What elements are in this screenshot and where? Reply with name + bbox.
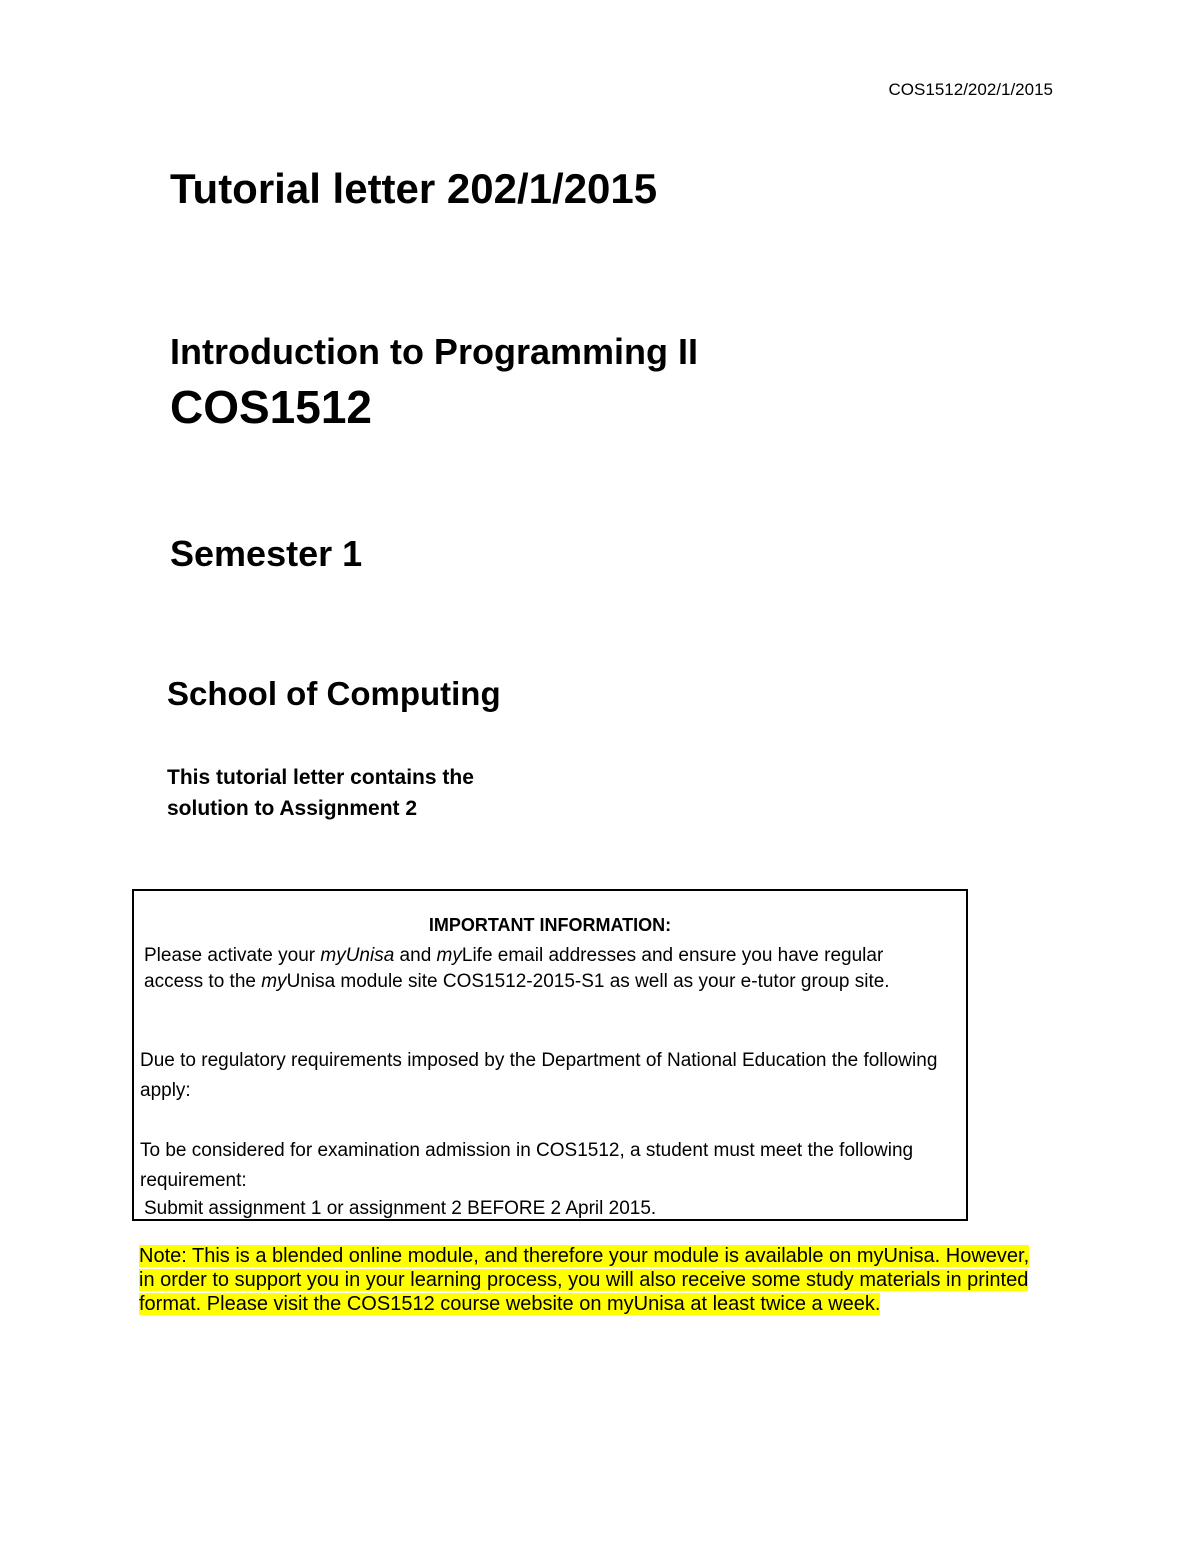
contents-line-1: This tutorial letter contains the [167,766,474,789]
p1-my-italic: my [436,945,462,966]
blended-module-note [139,1244,1039,1316]
activate-email-paragraph [144,943,944,995]
important-information-heading: IMPORTANT INFORMATION: [428,915,672,935]
semester-label: Semester 1 [170,533,363,574]
course-code: COS1512 [170,381,373,433]
submission-requirement: Submit assignment 1 or assignment 2 BEFORE 2 April 2015. [144,1198,657,1219]
document-code: COS1512/202/1/2015 [888,80,1053,99]
important-information-box [132,889,968,1221]
contents-description [167,762,474,824]
p1-text-b: and [394,945,437,966]
contents-line-2: solution to Assignment 2 [167,797,418,820]
tutorial-letter-title: Tutorial letter 202/1/2015 [170,165,658,212]
school-name: School of Computing [167,675,501,712]
p1-text-d: Unisa module site COS1512-2015-S1 as well as your e-tutor group site. [286,971,890,992]
p1-text-a: Please activate your [144,945,321,966]
p1-text-c: Life email addresses and ensure you have regular access to the [144,945,884,992]
note-highlighted-text: Note: This is a blended online module, and therefore your module is available on myUnisa. However, in order to support you in your learning process, you will also receive some study materials in printed format. Please visit the COS1512 course website on myUnisa at least twice a week. [139,1245,1030,1315]
regulatory-paragraph: Due to regulatory requirements imposed by the Department of National Education the following apply: [140,1050,938,1101]
admission-paragraph: To be considered for examination admission in COS1512, a student must meet the following requirement: [140,1140,914,1191]
p1-my2-italic: my [261,971,287,992]
course-name: Introduction to Programming II [170,331,698,372]
p1-myunisa-italic: myUnisa [320,945,395,966]
